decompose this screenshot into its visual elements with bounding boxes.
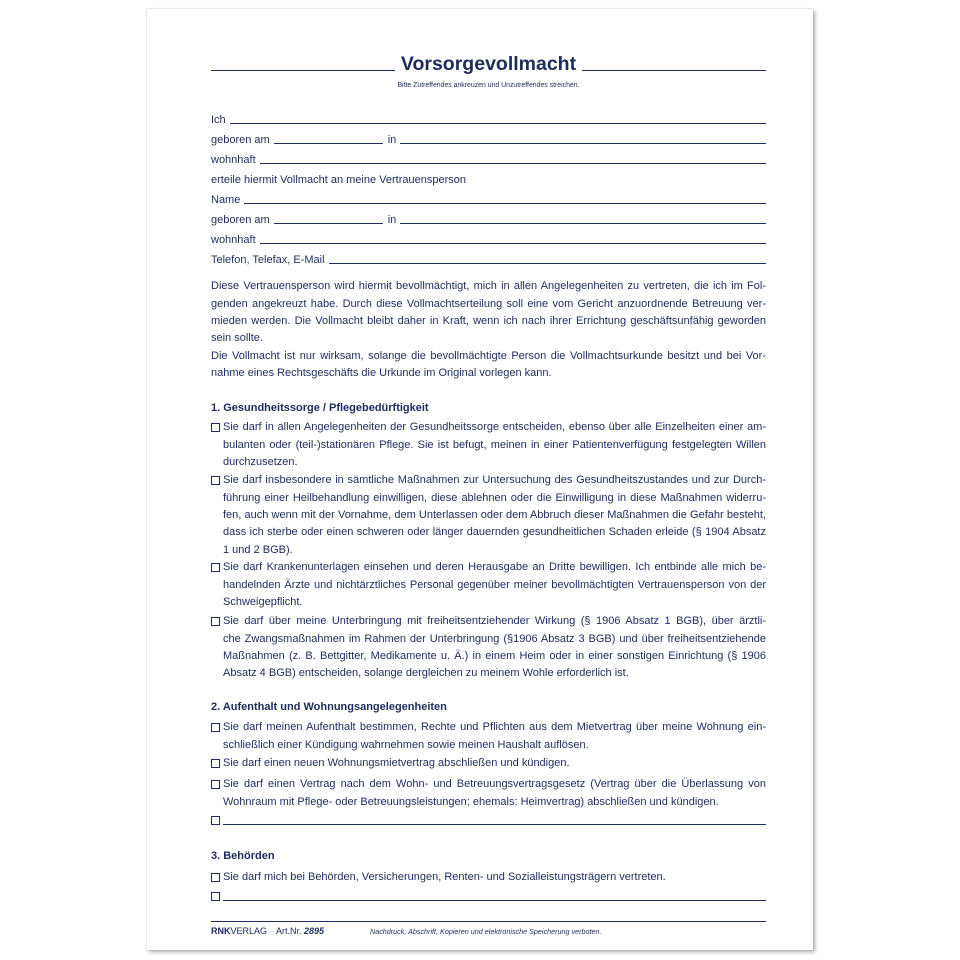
- principal-birth-date-field[interactable]: [274, 130, 383, 144]
- option-text-line: durchzusetzen.: [223, 455, 298, 468]
- publisher-name: VERLAG: [230, 926, 268, 936]
- footer: [211, 926, 766, 937]
- option-residence-tenancy: [223, 719, 766, 754]
- principal-residence-label: wohnhaft: [211, 154, 256, 166]
- option-checkbox[interactable]: [211, 563, 220, 572]
- option-text-line: che Zwangsmaßnahmen im Rahmen der Unterbringung (§1906 Absatz 3 BGB) und über freiheitsentziehende: [223, 632, 766, 645]
- publisher-mark: RNK: [211, 926, 231, 936]
- option-text-line: fen, auch wenn mit der Vornahme, dem Unterlassen oder dem Abbruch dieser Maßnahmen die Gefahr besteht,: [223, 508, 766, 521]
- agent-contact-label: Telefon, Telefax, E-Mail: [211, 254, 325, 266]
- section-heading: 1. Gesundheitssorge / Pflegebedürftigkeit: [211, 402, 429, 415]
- intro-line: nahme eines Rechtsgeschäfts die Urkunde im Original vorlegen kann.: [211, 366, 552, 379]
- option-text-line: Schweigepflicht.: [223, 595, 303, 608]
- intro-line: mieden werden. Die Vollmacht bleibt daher in Kraft, wenn ich nach ihrer Errichtung geschäftsunfähig geworden: [211, 314, 766, 327]
- section-heading-health: [211, 400, 766, 417]
- principal-residence-field[interactable]: [260, 150, 766, 164]
- agent-name-field[interactable]: [244, 190, 766, 204]
- option-text-line: Sie darf meinen Aufenthalt bestimmen, Rechte und Pflichten aus dem Mietvertrag über meine Wohnung ein-: [223, 721, 766, 734]
- option-text-line: dass ich sterbe oder einen schweren oder länger dauernden gesundheitlichen Schaden erleide (§ 1904 Absatz: [223, 526, 766, 539]
- option-checkbox[interactable]: [211, 816, 220, 825]
- grant-statement: erteile hiermit Vollmacht an meine Vertrauensperson: [211, 174, 466, 186]
- publisher-logo: [211, 926, 267, 937]
- section-heading: 3. Behörden: [211, 850, 275, 863]
- agent-contact-row: [211, 250, 766, 270]
- agent-birth-row: [211, 210, 766, 230]
- agent-name-row: [211, 190, 766, 210]
- article-number: [276, 926, 324, 937]
- agent-residence-row: [211, 230, 766, 250]
- intro-line: Die Vollmacht ist nur wirksam, solange die bevollmächtigte Person die Vollmachtsurkunde besitzt und bei Vor-: [211, 349, 766, 362]
- intro-text: [211, 278, 766, 382]
- form-instruction: Bitte Zutreffendes ankreuzen und Unzutreffendes streichen.: [397, 82, 580, 89]
- agent-contact-field[interactable]: [329, 250, 766, 264]
- option-checkbox[interactable]: [211, 723, 220, 732]
- grant-statement-row: [211, 170, 766, 190]
- option-checkbox[interactable]: [211, 780, 220, 789]
- article-number-value: 2895: [304, 926, 325, 936]
- option-custom-residence: [223, 812, 766, 829]
- option-text-line: Sie darf über meine Unterbringung mit freiheitsentziehender Wirkung (§ 1906 Absatz 1 BGB), über ärztli-: [223, 615, 766, 628]
- agent-birth-date-field[interactable]: [274, 210, 383, 224]
- option-care-contract: [223, 776, 766, 811]
- option-text-line: Sie darf mich bei Behörden, Versicherungen, Renten- und Sozialleistungsträgern vertreten.: [223, 871, 666, 884]
- option-authorities: [223, 869, 766, 886]
- option-text-line: schließlich einer Kündigung wahrnehmen sowie meinen Haushalt auflösen.: [223, 738, 589, 751]
- section-heading-residence: [211, 699, 766, 716]
- option-checkbox[interactable]: [211, 892, 220, 901]
- option-text-line: Sie darf einen Vertrag nach dem Wohn- und Betreuungsvertragsgesetz (Vertrag über die Überlassung von: [223, 778, 766, 791]
- party-details: [211, 110, 766, 270]
- document-title: Vorsorgevollmacht: [400, 53, 577, 75]
- option-checkbox[interactable]: [211, 617, 220, 626]
- principal-name-field[interactable]: [230, 110, 766, 124]
- agent-residence-field[interactable]: [260, 230, 766, 244]
- option-text-line: 1 und 2 BGB).: [223, 543, 293, 556]
- option-checkbox[interactable]: [211, 873, 220, 882]
- title-rule-left: [211, 52, 395, 71]
- option-text-line: Sie darf einen neuen Wohnungsmietvertrag abschließen und kündigen.: [223, 757, 570, 770]
- option-text-line: Absatz 4 BGB) entscheiden, solange dergleichen zu meinem Wohle erforderlich ist.: [223, 667, 629, 680]
- option-text-line: Wohnraum mit Pflege- oder Betreuungsleistungen; ehemals: Heimvertrag) abschließen und kündigen.: [223, 795, 719, 808]
- option-custom-authorities: [223, 888, 766, 905]
- principal-name-row: [211, 110, 766, 130]
- option-text-line: Sie darf Krankenunterlagen einsehen und deren Herausgabe an Dritte bewilligen. Ich entbinde alle mich be-: [223, 561, 766, 574]
- principal-residence-row: [211, 150, 766, 170]
- form-sheet: [147, 9, 813, 950]
- agent-birth-place-label: in: [387, 214, 397, 226]
- form-content: [211, 9, 766, 950]
- option-text-line: bulanten oder (teil-)stationären Pflege. Sie ist befugt, meinen in einer Patientenverfügung festgelegten Willen: [223, 438, 766, 451]
- option-detention-measures: [223, 613, 766, 682]
- principal-birth-date-label: geboren am: [211, 134, 270, 146]
- intro-line: sein sollte.: [211, 332, 263, 345]
- option-text-line: Maßnahmen (z. B. Bettgitter, Medikamente u. Ä.) in einem Heim oder in einer sonstigen Einrichtung (§ 1906: [223, 649, 766, 662]
- principal-name-label: Ich: [211, 114, 226, 126]
- copyright-notice: Nachdruck, Abschrift, Kopieren und elektronische Speicherung verboten.: [370, 927, 602, 936]
- intro-line: Diese Vertrauensperson wird hiermit bevollmächtigt, mich in allen Angelegenheiten zu vertreten, die ich im Fol-: [211, 280, 766, 293]
- option-checkbox[interactable]: [211, 759, 220, 768]
- option-text-line: führung einer Heilbehandlung einwilligen, diese ablehnen oder die Einwilligung in diese Maßnahmen widerru-: [223, 491, 766, 504]
- title-row: [211, 52, 766, 76]
- custom-option-field[interactable]: [223, 888, 766, 901]
- agent-birth-date-label: geboren am: [211, 214, 270, 226]
- intro-line: genden angekreuzt habe. Durch diese Vollmachtserteilung soll eine vom Gericht anzuordnende Betreuung ver-: [211, 297, 766, 310]
- custom-option-field[interactable]: [223, 812, 766, 825]
- title-rule-right: [582, 52, 766, 71]
- agent-name-label: Name: [211, 194, 241, 206]
- option-health-decisions: [223, 419, 766, 471]
- agent-birth-place-field[interactable]: [400, 210, 766, 224]
- principal-birth-place-field[interactable]: [400, 130, 766, 144]
- option-checkbox[interactable]: [211, 476, 220, 485]
- principal-birth-row: [211, 130, 766, 150]
- footer-rule: [211, 921, 766, 922]
- section-heading: 2. Aufenthalt und Wohnungsangelegenheiten: [211, 701, 447, 714]
- option-checkbox[interactable]: [211, 423, 220, 432]
- option-medical-consent: [223, 472, 766, 558]
- option-text-line: Sie darf in allen Angelegenheiten der Gesundheitssorge entscheiden, ebenso über alle Einzelheiten einer am-: [223, 421, 766, 434]
- option-text-line: handelnden Ärzte und nichtärztliches Personal gegenüber meiner bevollmächtigten Vertrauensperson von der: [223, 578, 766, 591]
- principal-birth-place-label: in: [387, 134, 397, 146]
- agent-residence-label: wohnhaft: [211, 234, 256, 246]
- article-label: Art.Nr.: [276, 926, 302, 936]
- option-medical-records: [223, 559, 766, 611]
- section-heading-authorities: [211, 848, 766, 865]
- option-new-lease: [223, 755, 766, 772]
- option-text-line: Sie darf insbesondere in sämtliche Maßnahmen zur Untersuchung des Gesundheitszustandes und zur Durch-: [223, 474, 766, 487]
